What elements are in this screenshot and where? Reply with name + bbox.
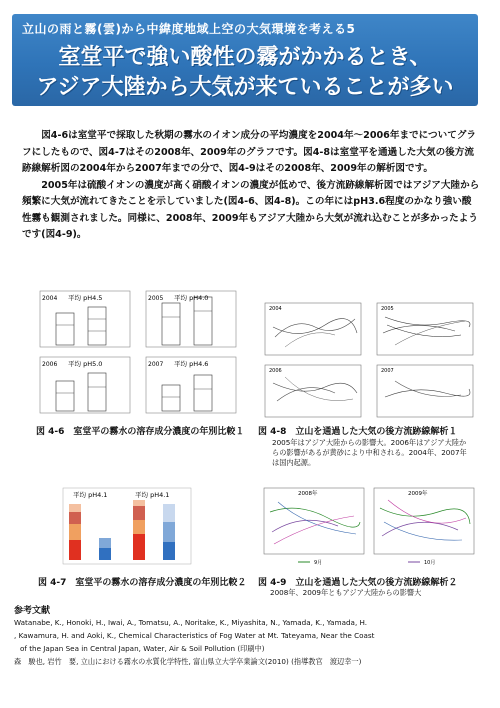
figure-4-7-caption: 図 4-7 室堂平の霧水の溶存成分濃度の年別比較２ <box>38 578 247 588</box>
figure-4-7 <box>55 486 195 568</box>
panel-2007-year: 2007 <box>148 361 164 368</box>
figure-4-8 <box>255 297 480 422</box>
figure-4-6-caption: 図 4-6 室堂平の霧水の溶存成分濃度の年別比較１ <box>36 427 245 437</box>
fig47-ph-right: 平均 pH4.1 <box>135 491 170 499</box>
map-2006-year: 2006 <box>269 368 282 374</box>
figure-4-9-caption: 図 4-9 立山を通過した大気の後方流跡線解析２ <box>258 578 458 588</box>
map-2008-year: 2008年 <box>298 491 318 497</box>
legend-oct: 10月 <box>424 560 436 566</box>
map-2008 <box>264 488 364 554</box>
panel-2005-year: 2005 <box>148 295 164 302</box>
bar-group-left <box>69 504 111 560</box>
map-2007-year: 2007 <box>381 368 394 374</box>
legend-sep: 9月 <box>314 560 323 566</box>
panel-2004-year: 2004 <box>42 295 58 302</box>
panel-2006-ph: 平均 pH5.0 <box>68 360 103 368</box>
paragraph-1: 図4-6は室堂平で採取した秋期の霧水のイオン成分の平均濃度を2004年〜2006年までについてグラフにしたもので、図4-7はその2008年、2009年のグラフです。図4-8は室堂平を通過した大気の後方流跡線解析図の2004年から2007年までの分で、図4-9はその2008年、2009年の解析図です。 <box>22 130 477 174</box>
figure-4-8-note: 2005年はアジア大陸からの影響大。2006年はアジア大陸からの影響があるが黄砂により中和される。2004年、2007年は国内起源。 <box>272 438 467 467</box>
figure-4-7-bars <box>55 486 195 568</box>
figure-4-8-caption: 図 4-8 立山を通過した大気の後方流跡線解析１ <box>258 427 458 437</box>
map-2005-year: 2005 <box>381 306 394 312</box>
figure-4-9-maps <box>258 482 480 570</box>
reference-1-line3: of the Japan Sea in Central Japan, Water, Air & Soil Pollution (印刷中) <box>20 644 265 653</box>
figure-4-9 <box>258 482 480 570</box>
references-title: 参考文献 <box>14 606 51 616</box>
map-2009-year: 2009年 <box>408 491 428 497</box>
panel-2004-ph: 平均 pH4.5 <box>68 294 103 302</box>
fig47-ph-left: 平均 pH4.1 <box>73 491 108 499</box>
panel-2006-year: 2006 <box>42 361 58 368</box>
figure-4-6-panels <box>28 285 243 418</box>
map-2009 <box>374 488 474 554</box>
page-title-line1: 室堂平で強い酸性の霧がかかるとき、 <box>58 45 432 70</box>
figure-4-8-maps <box>255 297 480 422</box>
panel-2005-ph: 平均 pH4.0 <box>174 294 209 302</box>
paragraph-2: 2005年は硫酸イオンの濃度が高く硝酸イオンの濃度が低めで、後方流跡線解析図ではアジア大陸から頻繁に大気が流れてきたことを示していました(図4-6、図4-8)。この年にはpH3.6程度のかなり強い酸性霧も観測されました。同様に、2008年、2009年もアジア大陸から大気が流れ込むことが多かったようです(図4-9)。 <box>22 179 480 240</box>
body-text <box>22 128 480 244</box>
bar-group-right <box>133 500 175 560</box>
reference-1-line1: Watanabe, K., Honoki, H., Iwai, A., Tomatsu, A., Noritake, K., Miyashita, N., Yamada, K., Yamada, H. <box>14 618 368 627</box>
figure-4-9-note: 2008年、2009年ともアジア大陸からの影響大 <box>270 588 422 597</box>
figure-4-6 <box>28 285 243 418</box>
series-title: 立山の雨と霧(雲)から中緯度地域上空の大気環境を考える5 <box>22 22 356 36</box>
page-title-line2: アジア大陸から大気が来ていることが多い <box>36 75 454 100</box>
panel-2007-ph: 平均 pH4.6 <box>174 360 209 368</box>
reference-1-line2: , Kawamura, H. and Aoki, K., Chemical Characteristics of Fog Water at Mt. Tateyama, Near the Coast <box>14 631 375 640</box>
map-2004-year: 2004 <box>269 306 282 312</box>
reference-2: 森 駿也, 岩竹 要, 立山における霧水の水質化学特性, 富山県立大学卒業論文(2010) (指導教官 渡辺幸一) <box>14 657 362 666</box>
